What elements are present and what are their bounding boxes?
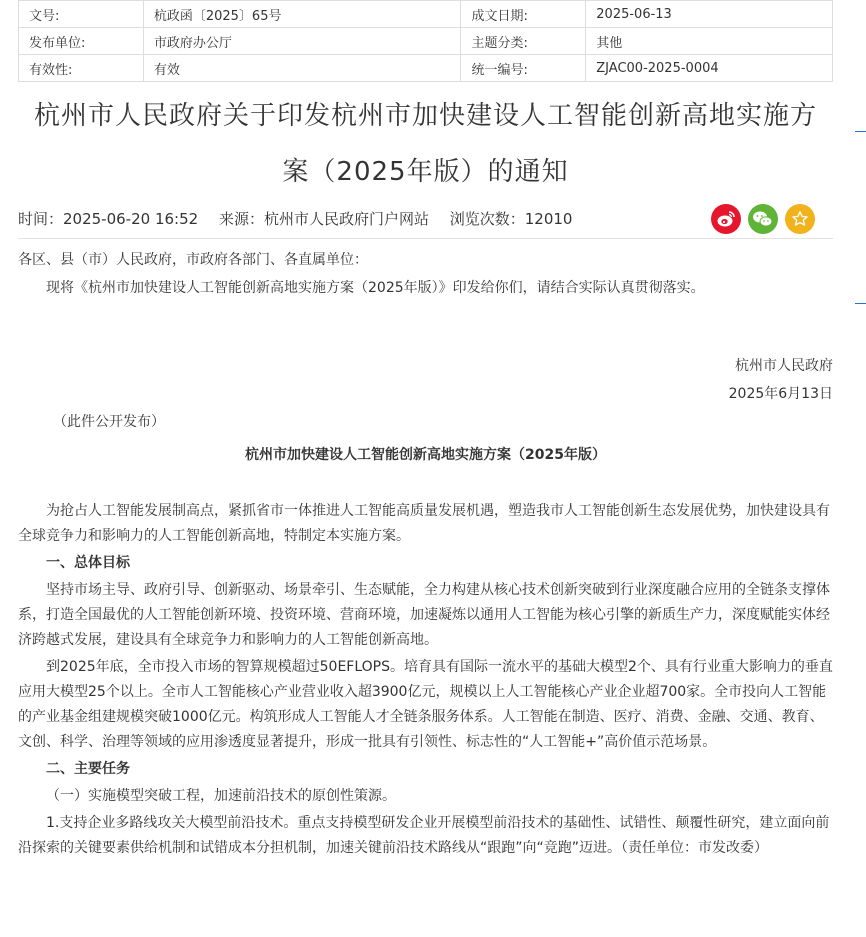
topic-value: 其他 [586,28,833,55]
doc-number-label: 文号: [19,1,144,28]
page-title [18,88,833,200]
validity-value: 有效 [143,55,461,82]
publish-time: 时间：2025-06-20 16:52 [18,210,199,228]
sign-date: 2025年6月13日 [728,386,833,402]
favorite-star-icon[interactable] [785,204,815,234]
unified-number-value: ZJAC00-2025-0004 [586,55,833,82]
salutation: 各区、县（市）人民政府，市政府各部门、各直属单位： [18,252,368,268]
article [18,0,833,861]
metadata-row [19,1,833,28]
page-title-line1: 杭州市人民政府关于印发杭州市加快建设人工智能创新高地实施方 [33,101,817,131]
wechat-share-icon[interactable] [748,204,778,234]
article-body [18,248,833,861]
weibo-share-icon[interactable] [711,204,741,234]
page-title-line2: 案（2025年版）的通知 [282,157,569,187]
paragraph-targets: 到2025年底，全市投入市场的智算规模超过50EFLOPS。培育具有国际一流水平的基础大模型2个、具有行业重大影响力的垂直应用大模型25个以上。全市人工智能核心产业营业收入超3900亿元，规模以上人工智能核心产业企业超700家。全市投向人工智能的产业基金组建规模突破1000亿元。构筑形成人工智能人才全链条服务体系。人工智能在制造、医疗、消费、金融、交通、教育、文创、科学、治理等领域的应用渗透度显著提升，形成一批具有引领性、标志性的“人工智能+”高价值示范场景。 [18,659,833,750]
side-accent-line [855,303,866,304]
article-source: 来源：杭州市人民政府门户网站 [218,210,429,228]
publisher-value: 市政府办公厅 [143,28,461,55]
section-heading-2: 二、主要任务 [46,761,130,777]
divider [18,238,833,239]
subsection-heading-1: （一）实施模型突破工程，加速前沿技术的原创性策源。 [46,788,396,804]
notice-paragraph: 现将《杭州市加快建设人工智能创新高地实施方案（2025年版）》印发给你们，请结合实际认真贯彻落实。 [46,280,705,296]
metadata-table [18,0,833,82]
side-accent-line [855,131,866,132]
written-date-value: 2025-06-13 [586,1,833,28]
paragraph-goals: 坚持市场主导、政府引导、创新驱动、场景牵引、生态赋能，全力构建从核心技术创新突破到行业深度融合应用的全链条支撑体系，打造全国最优的人工智能创新环境、投资环境、营商环境，加速凝炼以通用人工智能为核心引擎的新质生产力，深度赋能实体经济跨越式发展，建设具有全球竞争力和影响力的人工智能创新高地。 [18,582,830,648]
signer: 杭州市人民政府 [735,358,833,374]
article-info-bar [18,200,833,238]
metadata-row [19,55,833,82]
public-note: （此件公开发布） [53,414,165,430]
written-date-label: 成文日期: [461,1,586,28]
section-heading-1: 一、总体目标 [46,555,130,571]
metadata-row [19,28,833,55]
publisher-label: 发布单位: [19,28,144,55]
doc-number-value: 杭政函〔2025〕65号 [143,1,461,28]
unified-number-label: 统一编号: [461,55,586,82]
paragraph-task-1: 1.支持企业多路线攻关大模型前沿技术。重点支持模型研发企业开展模型前沿技术的基础性、试错性、颠覆性研究，建立面向前沿探索的关键要素供给机制和试错成本分担机制，加速关键前沿技术路线从“跟跑”向“竞跑”迈进。（责任单位：市发改委） [18,815,830,856]
validity-label: 有效性: [19,55,144,82]
share-buttons [711,204,815,234]
topic-label: 主题分类: [461,28,586,55]
intro-paragraph: 为抢占人工智能发展制高点，紧抓省市一体推进人工智能高质量发展机遇，塑造我市人工智能创新生态发展优势，加快建设具有全球竞争力和影响力的人工智能创新高地，特制定本实施方案。 [18,503,830,544]
view-count: 浏览次数：12010 [449,210,573,228]
plan-title: 杭州市加快建设人工智能创新高地实施方案（2025年版） [245,447,606,463]
